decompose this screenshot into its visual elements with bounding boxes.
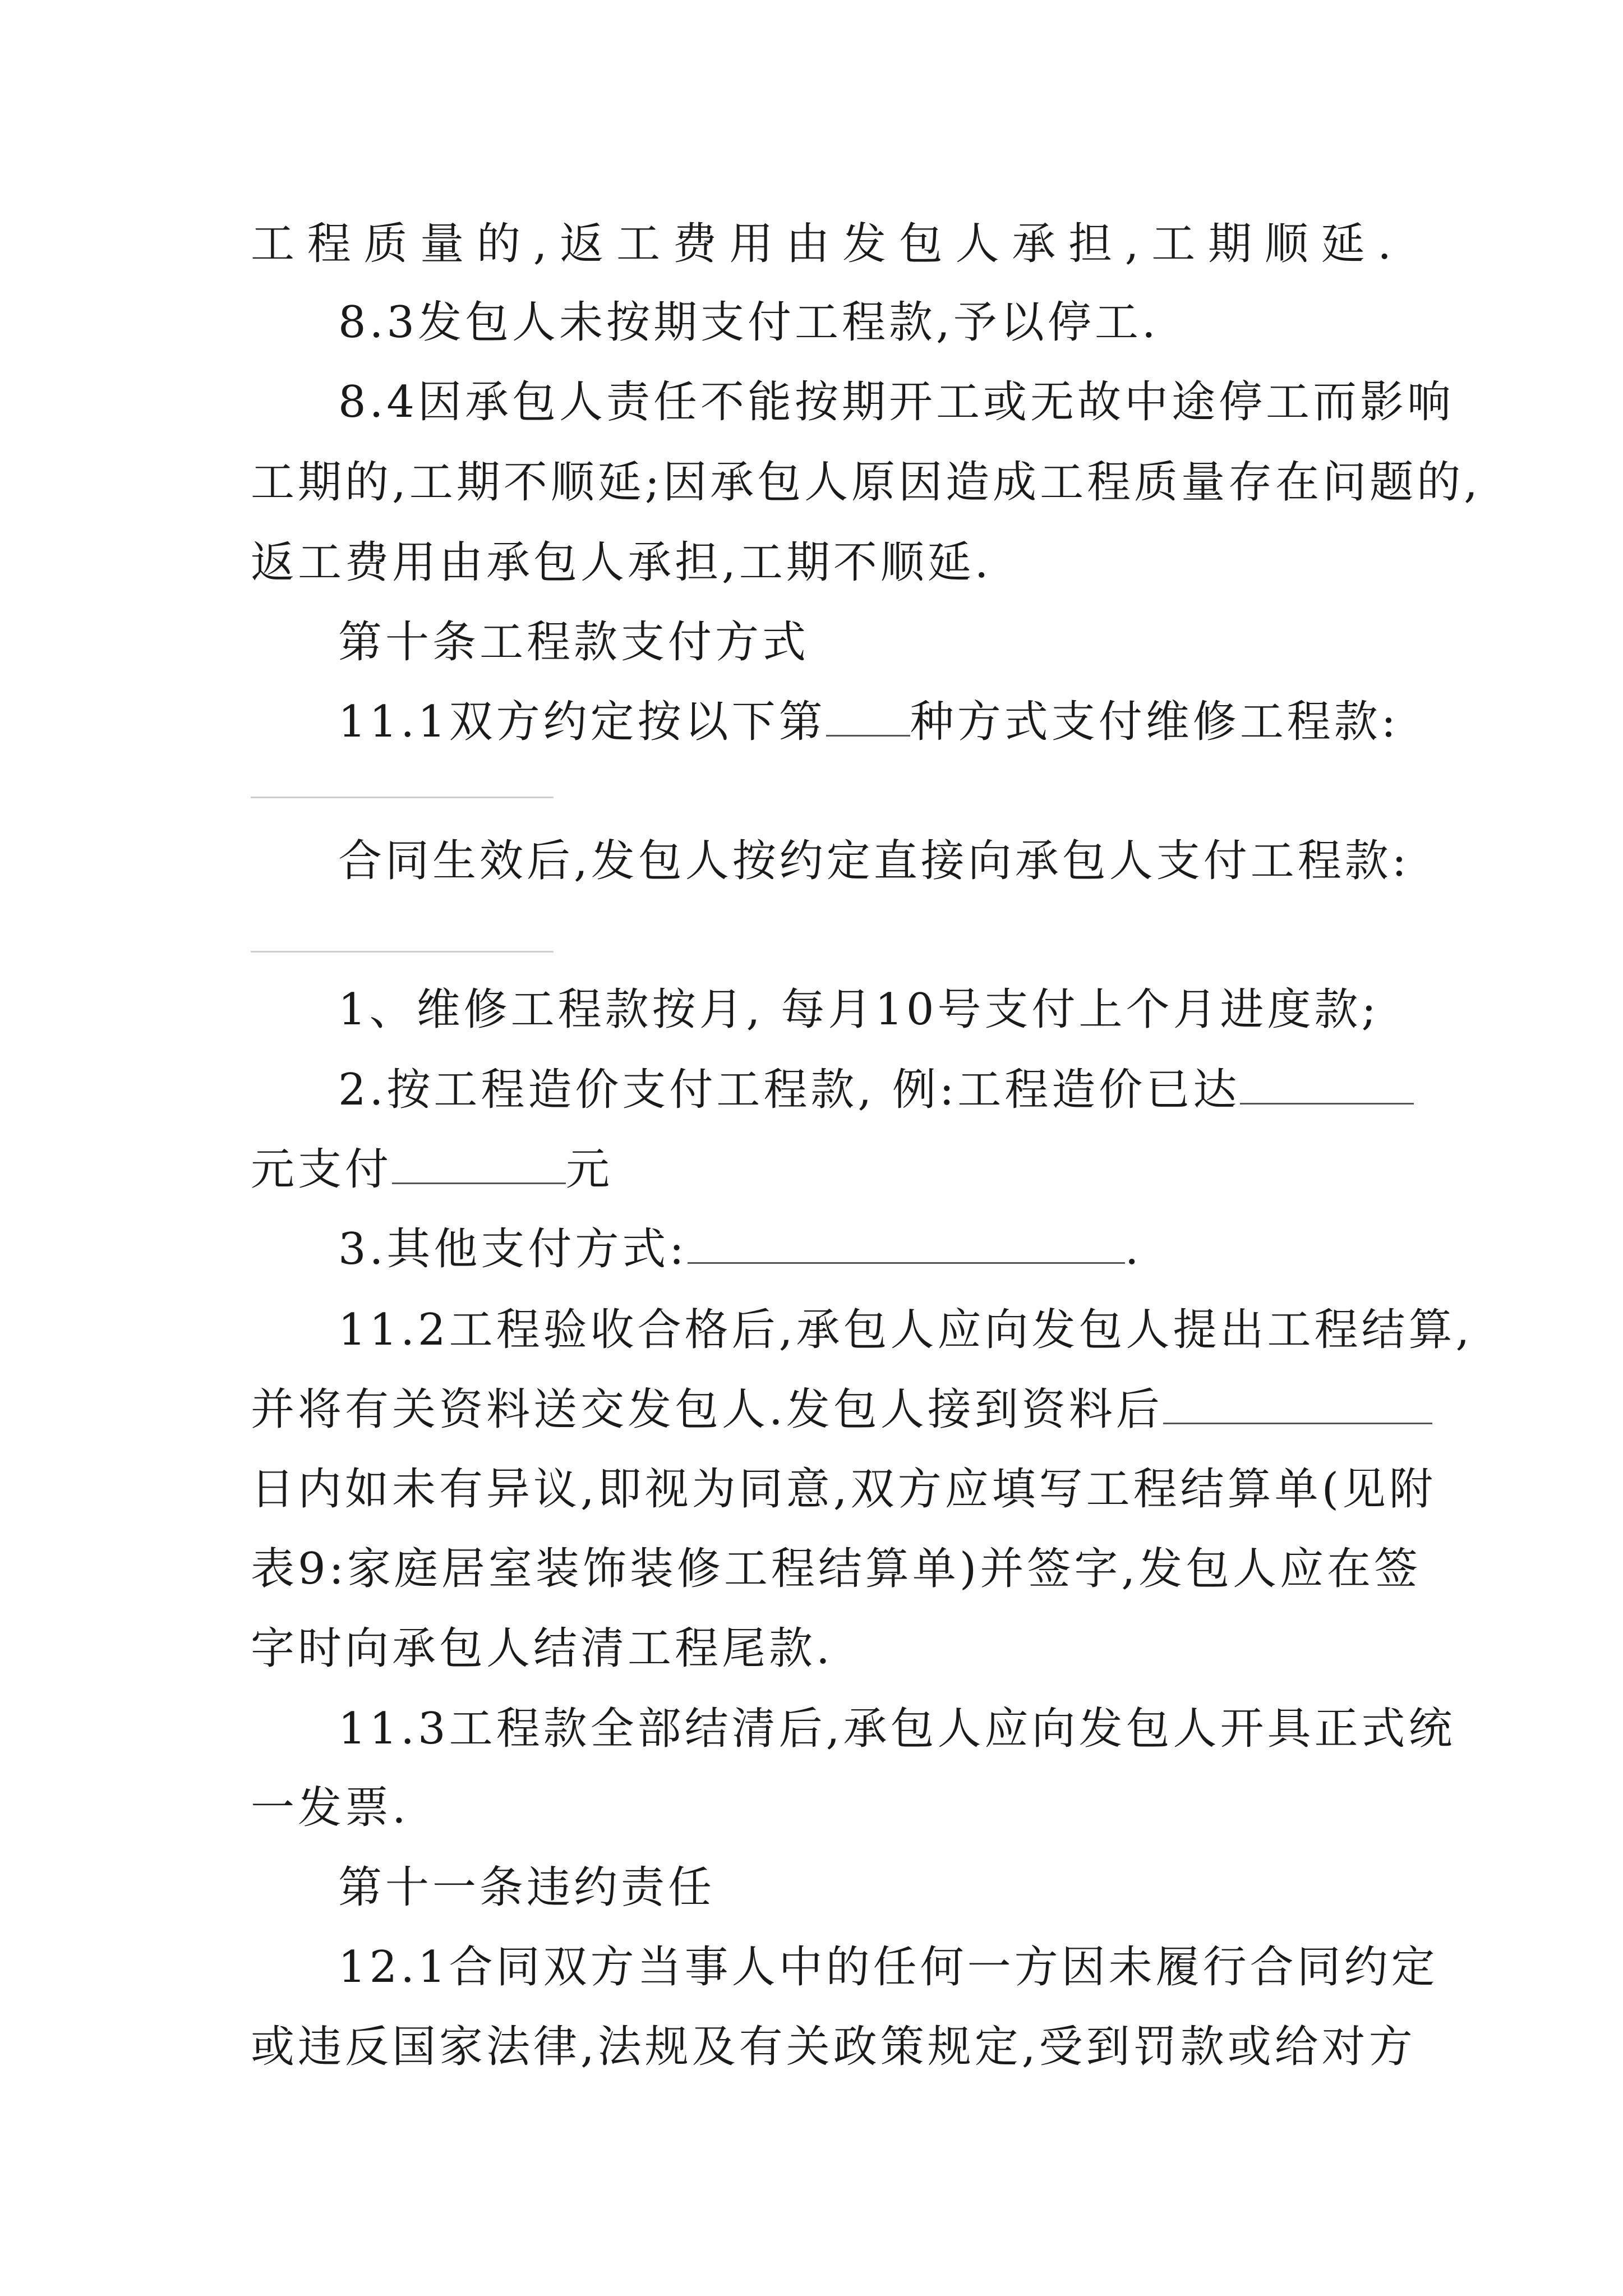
section-heading-article-10: 第十条工程款支付方式 (338, 617, 810, 668)
payment-option-1: 1、维修工程款按月, 每月10号支付上个月进度款; (338, 984, 1380, 1035)
separator-line (251, 797, 554, 798)
paragraph-line: 字时向承包人结清工程尾款. (251, 1623, 833, 1674)
paragraph-line (251, 1139, 1395, 1200)
paragraph-line: 表9:家庭居室装饰装修工程结算单)并签字,发包人应在签 (251, 1544, 1422, 1594)
clause-text: 并将有关资料送交发包人.发包人接到资料后 (251, 1384, 1163, 1435)
separator-line (251, 951, 554, 953)
payment-option-3 (338, 1218, 1395, 1280)
clause-11-1 (338, 691, 1399, 753)
clause-11-2: 11.2工程验收合格后,承包人应向发包人提出工程结算, (338, 1305, 1473, 1355)
section-heading-article-11: 第十一条违约责任 (338, 1862, 716, 1913)
clause-text: 2.按工程造价支付工程款, 例:工程造价已达 (338, 1065, 1241, 1115)
clause-text: 3.其他支付方式: (338, 1224, 688, 1274)
paragraph-line (251, 1379, 1395, 1441)
paragraph-line: 工程质量的,返工费用由发包人承担,工期顺延. (251, 219, 1395, 269)
fill-in-blank (826, 701, 910, 737)
clause-text: . (1124, 1224, 1142, 1274)
clause-11-3: 11.3工程款全部结清后,承包人应向发包人开具正式统 (338, 1704, 1456, 1754)
clause-12-1: 12.1合同双方当事人中的任何一方因未履行合同约定 (338, 1942, 1438, 1993)
clause-text: 11.1双方约定按以下第 (338, 697, 826, 747)
clause-text: 元支付 (251, 1144, 393, 1195)
fill-in-blank (392, 1149, 566, 1184)
clause-8-4: 8.4因承包人责任不能按期开工或无故中途停工而影响 (338, 377, 1455, 427)
fill-in-blank (1240, 1069, 1414, 1105)
fill-in-blank (688, 1228, 1125, 1264)
clause-text: 种方式支付维修工程款: (910, 697, 1399, 747)
clause-8-3: 8.3发包人未按期支付工程款,予以停工. (338, 297, 1159, 348)
clause-text: 元 (566, 1144, 614, 1195)
fill-in-blank (1163, 1389, 1432, 1424)
paragraph-line: 一发票. (251, 1783, 409, 1833)
payment-option-2 (338, 1059, 1395, 1121)
paragraph-line: 返工费用由承包人承担,工期不顺延. (251, 537, 992, 588)
paragraph-line: 或违反国家法律,法规及有关政策规定,受到罚款或给对方 (251, 2022, 1416, 2072)
paragraph-line: 工期的,工期不顺延;因承包人原因造成工程质量存在问题的, (251, 457, 1481, 508)
paragraph-line: 合同生效后,发包人按约定直接向承包人支付工程款: (338, 836, 1410, 886)
paragraph-line: 日内如未有异议,即视为同意,双方应填写工程结算单(见附 (251, 1464, 1437, 1515)
